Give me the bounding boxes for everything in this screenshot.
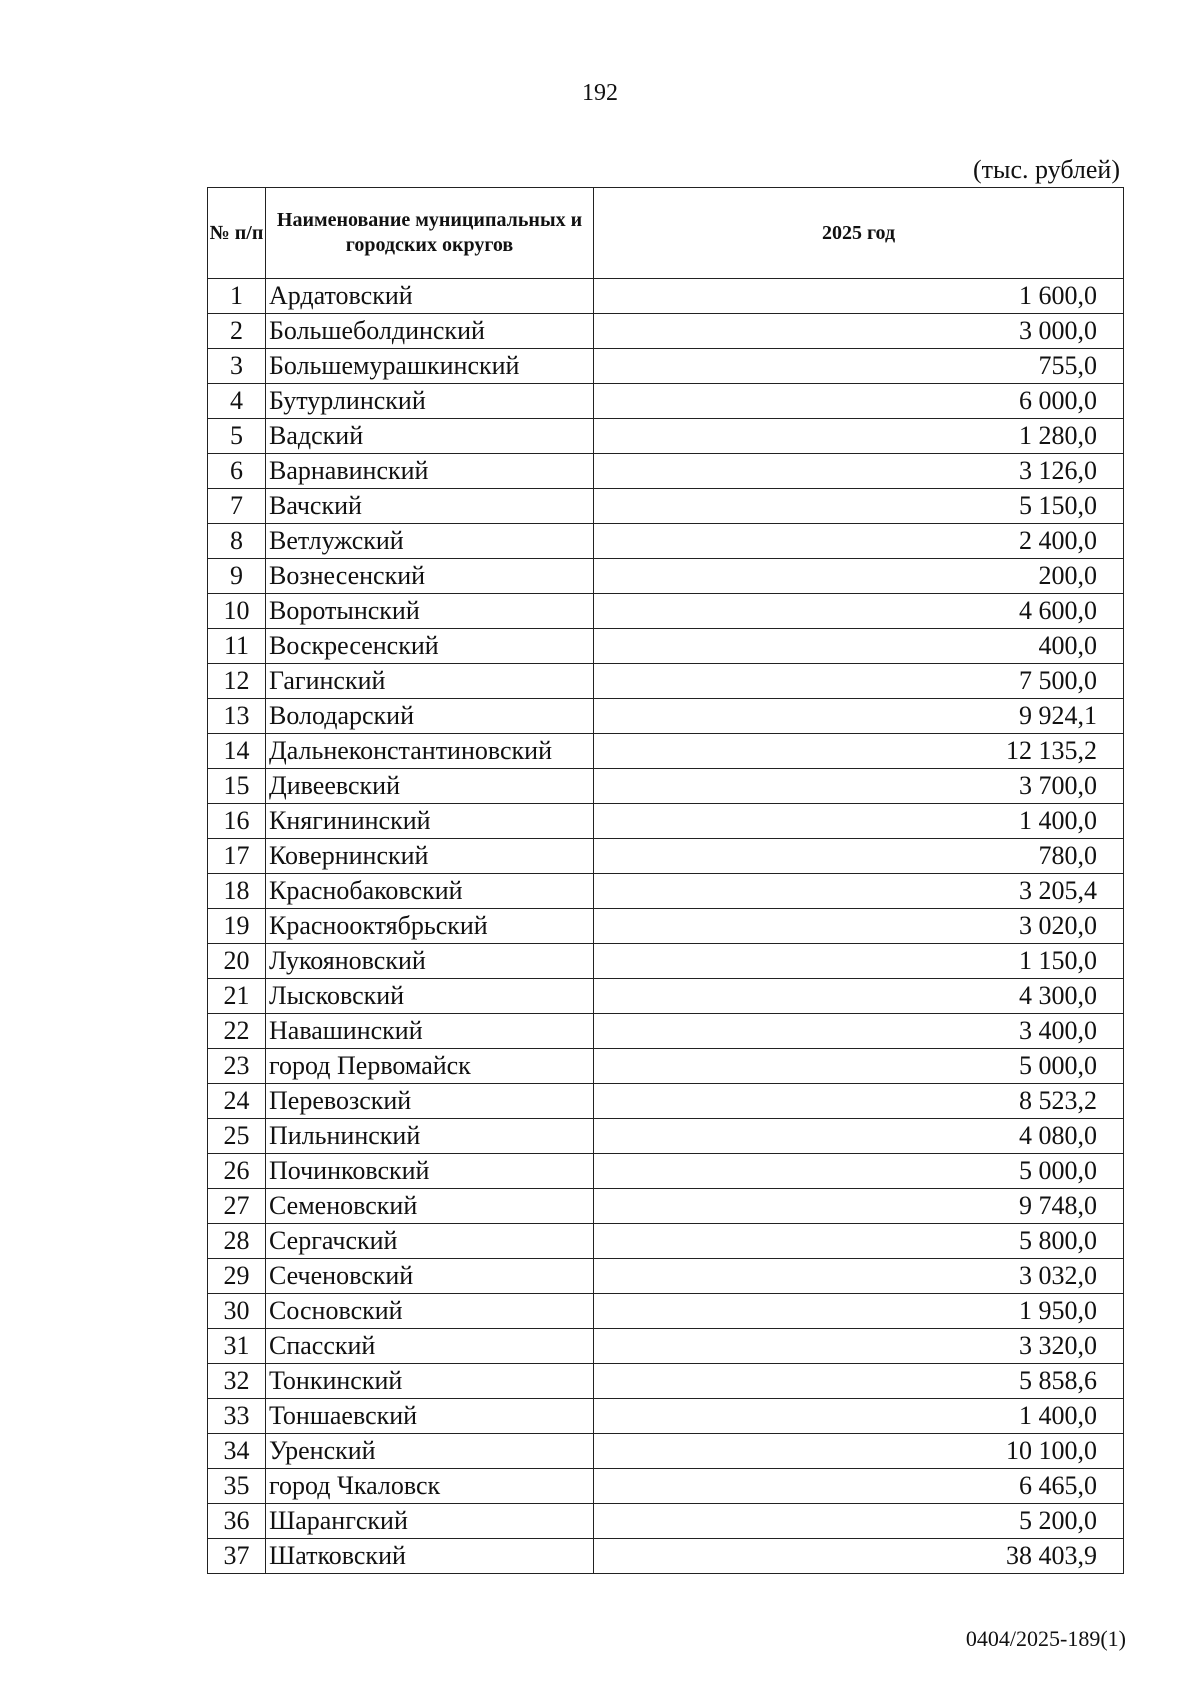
row-amount: 755,0: [594, 349, 1124, 384]
table-row: [208, 734, 1124, 769]
row-number: 13: [208, 699, 266, 734]
row-district-name: Володарский: [266, 699, 594, 734]
row-district-name: Воскресенский: [266, 629, 594, 664]
table-row: [208, 1224, 1124, 1259]
row-number: 15: [208, 769, 266, 804]
row-district-name: Вознесенский: [266, 559, 594, 594]
row-number: 4: [208, 384, 266, 419]
row-number: 8: [208, 524, 266, 559]
row-number: 1: [208, 279, 266, 314]
table-row: [208, 1189, 1124, 1224]
row-district-name: Тоншаевский: [266, 1399, 594, 1434]
row-district-name: Ковернинский: [266, 839, 594, 874]
row-amount: 6 000,0: [594, 384, 1124, 419]
table-row: [208, 769, 1124, 804]
row-number: 18: [208, 874, 266, 909]
row-amount: 3 020,0: [594, 909, 1124, 944]
row-amount: 5 000,0: [594, 1049, 1124, 1084]
row-district-name: Воротынский: [266, 594, 594, 629]
row-amount: 4 080,0: [594, 1119, 1124, 1154]
row-number: 7: [208, 489, 266, 524]
row-number: 19: [208, 909, 266, 944]
document-code: 0404/2025-189(1): [965, 1626, 1126, 1651]
row-number: 30: [208, 1294, 266, 1329]
row-district-name: Сосновский: [266, 1294, 594, 1329]
row-district-name: Вачский: [266, 489, 594, 524]
allocation-table: [207, 187, 1124, 1574]
row-number: 20: [208, 944, 266, 979]
row-district-name: Сеченовский: [266, 1259, 594, 1294]
table-body: [208, 279, 1124, 1574]
row-amount: 3 126,0: [594, 454, 1124, 489]
row-district-name: Лысковский: [266, 979, 594, 1014]
table-row: [208, 1539, 1124, 1574]
allocation-table-container: [207, 187, 1123, 1574]
row-amount: 8 523,2: [594, 1084, 1124, 1119]
table-row: [208, 489, 1124, 524]
row-district-name: Дальнеконстантиновский: [266, 734, 594, 769]
row-number: 29: [208, 1259, 266, 1294]
row-number: 31: [208, 1329, 266, 1364]
row-amount: 38 403,9: [594, 1539, 1124, 1574]
row-amount: 5 858,6: [594, 1364, 1124, 1399]
table-row: [208, 1014, 1124, 1049]
row-district-name: Пильнинский: [266, 1119, 594, 1154]
row-amount: 5 800,0: [594, 1224, 1124, 1259]
row-district-name: Большеболдинский: [266, 314, 594, 349]
row-district-name: Сергачский: [266, 1224, 594, 1259]
row-number: 2: [208, 314, 266, 349]
table-row: [208, 1294, 1124, 1329]
table-row: [208, 1119, 1124, 1154]
table-row: [208, 1259, 1124, 1294]
header-number: № п/п: [208, 188, 266, 279]
row-district-name: город Первомайск: [266, 1049, 594, 1084]
table-row: [208, 314, 1124, 349]
row-number: 34: [208, 1434, 266, 1469]
row-amount: 1 400,0: [594, 1399, 1124, 1434]
row-number: 3: [208, 349, 266, 384]
table-row: [208, 349, 1124, 384]
row-district-name: Вадский: [266, 419, 594, 454]
table-row: [208, 594, 1124, 629]
row-district-name: Ардатовский: [266, 279, 594, 314]
row-number: 27: [208, 1189, 266, 1224]
table-row: [208, 839, 1124, 874]
row-amount: 3 032,0: [594, 1259, 1124, 1294]
row-number: 5: [208, 419, 266, 454]
row-amount: 400,0: [594, 629, 1124, 664]
row-amount: 9 924,1: [594, 699, 1124, 734]
table-row: [208, 1364, 1124, 1399]
header-year: 2025 год: [594, 188, 1124, 279]
row-number: 23: [208, 1049, 266, 1084]
table-row: [208, 944, 1124, 979]
row-district-name: Княгининский: [266, 804, 594, 839]
row-district-name: Дивеевский: [266, 769, 594, 804]
row-district-name: Лукояновский: [266, 944, 594, 979]
row-number: 25: [208, 1119, 266, 1154]
table-row: [208, 419, 1124, 454]
row-district-name: Навашинский: [266, 1014, 594, 1049]
table-row: [208, 1399, 1124, 1434]
row-amount: 3 700,0: [594, 769, 1124, 804]
row-district-name: Варнавинский: [266, 454, 594, 489]
row-district-name: Починковский: [266, 1154, 594, 1189]
row-amount: 1 280,0: [594, 419, 1124, 454]
row-amount: 1 950,0: [594, 1294, 1124, 1329]
row-amount: 10 100,0: [594, 1434, 1124, 1469]
table-row: [208, 1434, 1124, 1469]
table-row: [208, 804, 1124, 839]
table-row: [208, 559, 1124, 594]
table-row: [208, 1504, 1124, 1539]
row-amount: 9 748,0: [594, 1189, 1124, 1224]
row-number: 16: [208, 804, 266, 839]
table-row: [208, 1084, 1124, 1119]
row-number: 28: [208, 1224, 266, 1259]
row-number: 6: [208, 454, 266, 489]
units-note: (тыс. рублей): [972, 155, 1120, 184]
header-name: Наименование муниципальных и городских округов: [266, 188, 594, 279]
row-district-name: город Чкаловск: [266, 1469, 594, 1504]
table-row: [208, 384, 1124, 419]
row-district-name: Тонкинский: [266, 1364, 594, 1399]
row-number: 12: [208, 664, 266, 699]
row-number: 9: [208, 559, 266, 594]
row-district-name: Шатковский: [266, 1539, 594, 1574]
row-amount: 6 465,0: [594, 1469, 1124, 1504]
row-number: 11: [208, 629, 266, 664]
row-amount: 3 400,0: [594, 1014, 1124, 1049]
row-amount: 3 205,4: [594, 874, 1124, 909]
table-row: [208, 629, 1124, 664]
row-amount: 5 150,0: [594, 489, 1124, 524]
row-number: 24: [208, 1084, 266, 1119]
table-row: [208, 909, 1124, 944]
row-district-name: Краснобаковский: [266, 874, 594, 909]
table-row: [208, 1329, 1124, 1364]
row-amount: 12 135,2: [594, 734, 1124, 769]
row-amount: 1 400,0: [594, 804, 1124, 839]
row-district-name: Шарангский: [266, 1504, 594, 1539]
row-amount: 2 400,0: [594, 524, 1124, 559]
table-row: [208, 874, 1124, 909]
row-number: 37: [208, 1539, 266, 1574]
row-number: 14: [208, 734, 266, 769]
row-amount: 5 200,0: [594, 1504, 1124, 1539]
row-amount: 200,0: [594, 559, 1124, 594]
table-row: [208, 524, 1124, 559]
row-number: 26: [208, 1154, 266, 1189]
table-row: [208, 1469, 1124, 1504]
table-row: [208, 664, 1124, 699]
row-district-name: Уренский: [266, 1434, 594, 1469]
row-amount: 7 500,0: [594, 664, 1124, 699]
row-amount: 3 000,0: [594, 314, 1124, 349]
row-amount: 5 000,0: [594, 1154, 1124, 1189]
table-row: [208, 1154, 1124, 1189]
row-district-name: Большемурашкинский: [266, 349, 594, 384]
table-row: [208, 699, 1124, 734]
row-number: 36: [208, 1504, 266, 1539]
row-amount: 4 300,0: [594, 979, 1124, 1014]
table-row: [208, 279, 1124, 314]
row-district-name: Гагинский: [266, 664, 594, 699]
row-district-name: Спасский: [266, 1329, 594, 1364]
row-number: 21: [208, 979, 266, 1014]
row-district-name: Перевозский: [266, 1084, 594, 1119]
row-district-name: Ветлужский: [266, 524, 594, 559]
row-district-name: Семеновский: [266, 1189, 594, 1224]
table-row: [208, 1049, 1124, 1084]
row-amount: 3 320,0: [594, 1329, 1124, 1364]
row-number: 32: [208, 1364, 266, 1399]
row-number: 33: [208, 1399, 266, 1434]
table-row: [208, 979, 1124, 1014]
row-amount: 780,0: [594, 839, 1124, 874]
row-amount: 1 150,0: [594, 944, 1124, 979]
row-district-name: Краснооктябрьский: [266, 909, 594, 944]
row-number: 10: [208, 594, 266, 629]
row-number: 35: [208, 1469, 266, 1504]
row-number: 17: [208, 839, 266, 874]
row-amount: 4 600,0: [594, 594, 1124, 629]
row-number: 22: [208, 1014, 266, 1049]
row-district-name: Бутурлинский: [266, 384, 594, 419]
row-amount: 1 600,0: [594, 279, 1124, 314]
page-number: 192: [582, 80, 618, 106]
table-row: [208, 454, 1124, 489]
table-header-row: [208, 188, 1124, 279]
